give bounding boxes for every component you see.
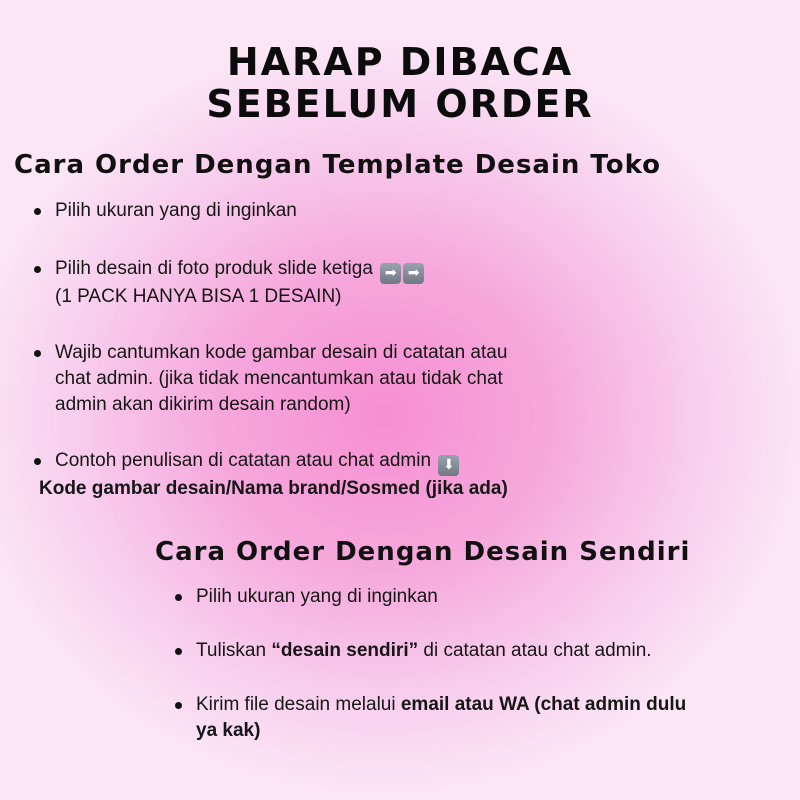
bullet-icon [175,594,182,601]
template-item-example-text: Contoh penulisan di catatan atau chat admin [55,450,432,471]
own-item-note-bold: “desain sendiri” [271,640,419,661]
template-item-code-line-3: admin akan dikirim desain random) [55,394,351,415]
own-item-send [196,692,686,744]
bullet-icon [175,702,182,709]
bullet-icon [34,350,41,357]
template-item-code-line-1: Wajib cantumkan kode gambar desain di catatan atau [55,342,508,363]
down-arrow-emoji-icon: ⬇ [438,455,459,476]
template-item-size [55,198,297,224]
bullet-icon [34,458,41,465]
own-item-send-prefix: Kirim file desain melalui [196,694,401,715]
template-section-title: Cara Order Dengan Template Desain Toko [14,150,662,180]
template-item-size-text: Pilih ukuran yang di inginkan [55,200,297,221]
headline-line-1: HARAP DIBACA [226,40,574,84]
own-item-send-bold-1: email atau WA (chat admin dulu [400,694,687,715]
right-arrow-emoji-icon: ➡ [403,263,424,284]
template-item-design [55,256,424,310]
template-item-design-note: (1 PACK HANYA BISA 1 DESAIN) [55,286,342,307]
bullet-icon [175,648,182,655]
template-item-design-text: Pilih desain di foto produk slide ketiga [55,258,373,279]
template-item-example [55,448,459,476]
headline-line-2: SEBELUM ORDER [206,82,594,126]
own-item-note-suffix: di catatan atau chat admin. [418,640,652,661]
own-item-note [196,638,652,664]
template-item-code [55,340,507,418]
own-design-section-title: Cara Order Dengan Desain Sendiri [155,537,691,567]
own-item-note-prefix: Tuliskan [196,640,272,661]
own-item-send-bold-2: ya kak) [196,720,261,741]
right-arrow-emoji-icon: ➡ [380,263,401,284]
own-item-size-text: Pilih ukuran yang di inginkan [196,586,438,607]
own-item-size [196,584,438,610]
bullet-icon [34,208,41,215]
template-item-code-line-2: chat admin. (jika tidak mencantumkan atau tidak chat [55,368,503,389]
bullet-icon [34,266,41,273]
example-format-text: Kode gambar desain/Nama brand/Sosmed (jika ada) [39,478,508,499]
